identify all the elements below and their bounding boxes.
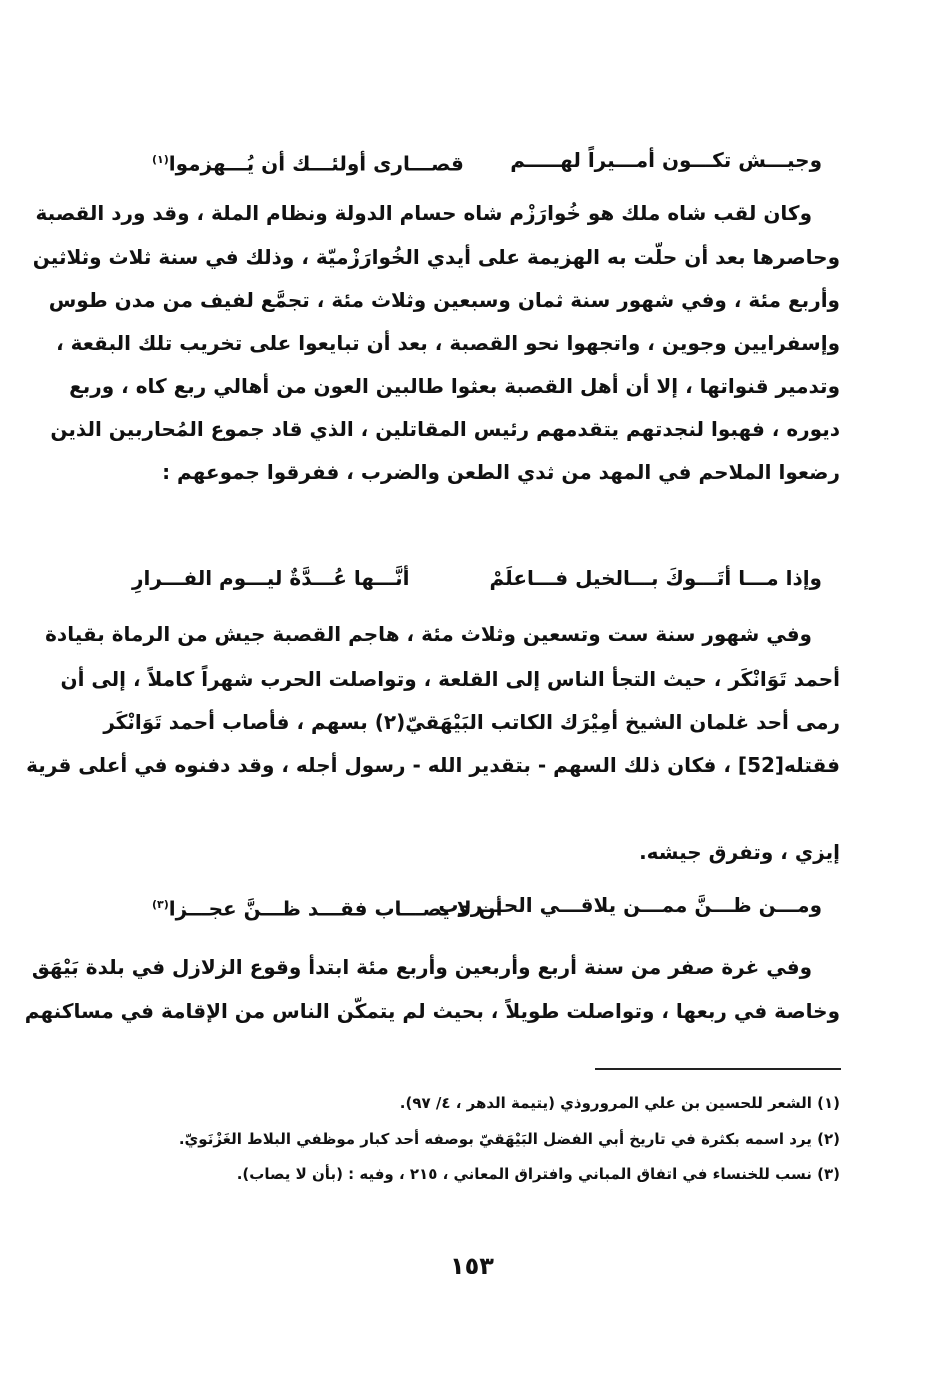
page-number: ١٥٣: [450, 1252, 494, 1280]
text-line: وفي غرة صفر من سنة أربع وأربعين وأربع مئة ابتدأ وقوع الزلازل في بلدة بَيْهَق: [31, 955, 812, 979]
text-line: ديوره ، فهبوا لنجدتهم يتقدمهم رئيس المقاتلين ، الذي قاد جموع المُحاربين الذين: [50, 417, 840, 441]
text-line: إيزي ، وتفرق جيشه.: [639, 840, 840, 864]
verse-text: أن لا يصـــاب فقـــد ظـــنَّ عجـــزا: [168, 896, 503, 921]
footnote-divider: [595, 1068, 841, 1070]
verse-1-first-hemistich: وجيـــش تكـــون أمـــيراً لهـــــم: [510, 148, 822, 172]
footnote: (٢) يرد اسمه بكثرة في تاريخ أبي الفضل البَيْهَقيّ بوصفه أحد كبار موظفي البلاط الغَزْنَويّ.: [178, 1130, 840, 1148]
text-line: وأربع مئة ، وفي شهور سنة ثمان وسبعين وثلاث مئة ، تجمَّع لفيف من مدن طوس: [48, 288, 840, 312]
text-line: وخاصة في ربعها ، وتواصلت طويلاً ، بحيث لم يتمكّن الناس من الإقامة في مساكنهم: [24, 999, 840, 1023]
footnote-ref: (٣): [152, 898, 169, 911]
text-line: أحمد تَوَانْكَر ، حيث التجأ الناس إلى القلعة ، وتواصلت الحرب شهراً كاملاً ، إلى أن: [60, 667, 840, 691]
text-line: وحاصرها بعد أن حلّت به الهزيمة على أيدي الخُوارَزْميّة ، وذلك في سنة ثلاث وثلاثين: [32, 245, 840, 269]
text-line: فقتله[52] ، فكان ذلك السهم - بتقدير الله - رسول أجله ، وقد دفنوه في أعلى قرية: [26, 753, 840, 777]
footnote: (٣) نسب للخنساء في اتفاق المباني وافتراق المعاني ، ٢١٥ ، وفيه : (بأن لا يصاب).: [236, 1165, 840, 1183]
verse-3-second-hemistich: [152, 890, 503, 924]
verse-text: قصـــارى أولئـــك أن يُـــهزموا: [168, 151, 464, 176]
footnote-ref: (١): [152, 153, 169, 166]
verse-3-first-hemistich: ومـــن ظـــنَّ ممـــن يلاقـــي الحـــروب: [438, 893, 822, 917]
text-line: وفي شهور سنة ست وتسعين وثلاث مئة ، هاجم القصبة جيش من الرماة بقيادة: [45, 622, 812, 646]
text-line: وكان لقب شاه ملك هو خُوارَزْم شاه حسام الدولة ونظام الملة ، وقد ورد القصبة: [35, 201, 812, 225]
verse-1-second-hemistich: [152, 145, 464, 179]
verse-2-second-hemistich: أنَّـــها عُـــدَّةٌ ليـــوم الفـــرارِ: [132, 566, 410, 590]
verse-2-first-hemistich: وإذا مـــا أتَـــوكَ بـــالخيل فـــاعلَمْ: [489, 566, 822, 590]
footnote: (١) الشعر للحسين بن علي المروروذي (يتيمة الدهر ، ٤/ ٩٧).: [399, 1094, 840, 1112]
text-line: رضعوا الملاحم في المهد من ثدي الطعن والضرب ، ففرقوا جموعهم :: [162, 460, 840, 484]
text-line: وتدمير قنواتها ، إلا أن أهل القصبة بعثوا طالبين العون من أهالي ربع كاه ، وربع: [69, 374, 840, 398]
text-line: رمى أحد غلمان الشيخ أمِيْرَك الكاتب البَيْهَقيّ(٢) بسهم ، فأصاب أحمد تَوَانْكَر: [103, 710, 840, 734]
text-line: وإسفرايين وجوين ، واتجهوا نحو القصبة ، بعد أن تبايعوا على تخريب تلك البقعة ،: [56, 331, 840, 355]
